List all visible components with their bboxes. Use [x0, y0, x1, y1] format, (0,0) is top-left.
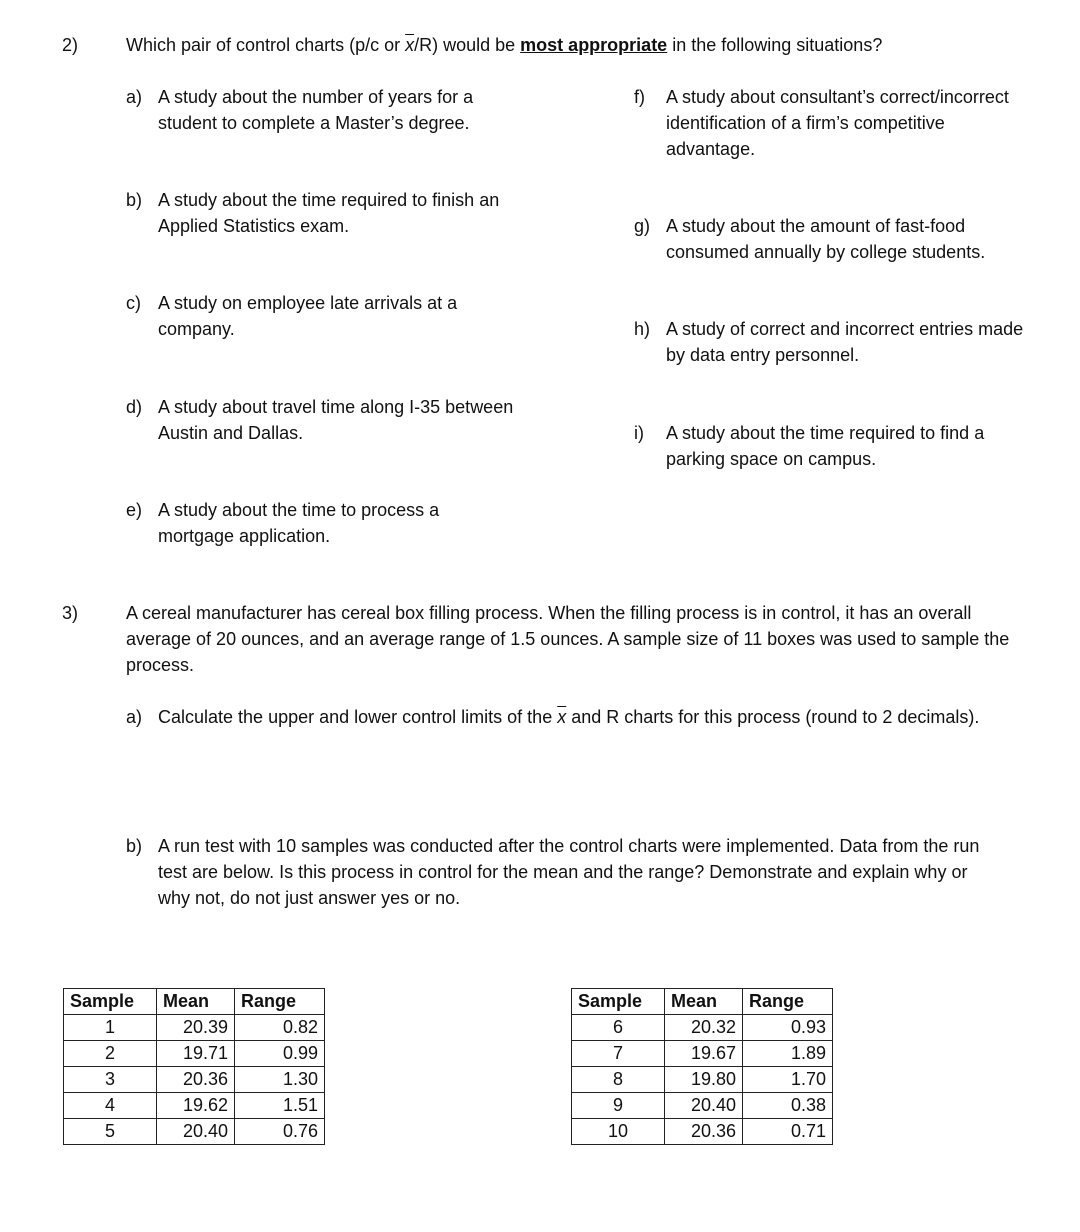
xbar-symbol: $\overline{x}$: [557, 707, 567, 727]
mean-cell: 20.39: [157, 1015, 235, 1041]
column-header: Sample: [572, 989, 665, 1015]
prompt-text-end: in the following situations?: [667, 35, 883, 55]
table-row: [64, 1015, 325, 1041]
item-label: b): [126, 836, 143, 856]
sample-cell: 5: [64, 1119, 157, 1145]
q2-item-g: [634, 213, 1024, 265]
sample-cell: 7: [572, 1041, 665, 1067]
question-2-prompt: [126, 32, 1026, 58]
range-cell: 1.30: [235, 1067, 325, 1093]
item-text: A study about the amount of fast-food consumed annually by college students.: [666, 216, 986, 262]
sample-cell: 8: [572, 1067, 665, 1093]
range-cell: 0.38: [743, 1093, 833, 1119]
item-label: b): [126, 190, 143, 210]
item-label: f): [634, 87, 645, 107]
table-row: [64, 1067, 325, 1093]
item-label: h): [634, 319, 651, 339]
sample-cell: 4: [64, 1093, 157, 1119]
question-2-number: 2): [62, 35, 79, 55]
item-text: A study about the time required to find a parking space on campus.: [666, 423, 985, 469]
column-header: Range: [235, 989, 325, 1015]
q3-part-b: [126, 833, 996, 911]
column-header: Mean: [157, 989, 235, 1015]
prompt-text-mid: /R) would be: [414, 35, 521, 55]
item-label: g): [634, 216, 651, 236]
q2-item-e: [126, 497, 516, 549]
range-cell: 0.82: [235, 1015, 325, 1041]
item-text: [158, 704, 986, 730]
mean-cell: 20.36: [665, 1119, 743, 1145]
column-header: Range: [743, 989, 833, 1015]
table-row: [572, 1093, 833, 1119]
table-row: [64, 1041, 325, 1067]
q2-item-c: [126, 290, 516, 342]
table-row: [572, 1041, 833, 1067]
table-row: [572, 1119, 833, 1145]
range-cell: 1.51: [235, 1093, 325, 1119]
part-a-text-start: Calculate the upper and lower control limits of the: [158, 707, 558, 727]
q2-item-f: [634, 84, 1014, 162]
item-label: e): [126, 500, 143, 520]
item-text: A study about the time required to finish an Applied Statistics exam.: [158, 190, 500, 236]
part-a-text-end: and R charts for this process (round to 2 decimals).: [566, 707, 980, 727]
q2-item-h: [634, 316, 1024, 368]
question-3-intro: A cereal manufacturer has cereal box filling process. When the filling process is in control, it has an overall average of 20 ounces, and an average range of 1.5 ounces. A sample size of 11 boxes was used to sample the process.: [126, 603, 1010, 675]
table-row: [572, 1015, 833, 1041]
table-header-row: [64, 989, 325, 1015]
q2-item-i: [634, 420, 1024, 472]
range-cell: 0.76: [235, 1119, 325, 1145]
sample-cell: 6: [572, 1015, 665, 1041]
mean-cell: 19.67: [665, 1041, 743, 1067]
q3-part-a: [126, 704, 986, 730]
item-text: A study about consultant’s correct/incorrect identification of a firm’s competitive advantage.: [666, 87, 1009, 159]
q2-item-b: [126, 187, 516, 239]
mean-cell: 19.62: [157, 1093, 235, 1119]
mean-cell: 20.40: [665, 1093, 743, 1119]
q2-item-d: [126, 394, 516, 446]
range-cell: 0.99: [235, 1041, 325, 1067]
prompt-emphasis: most appropriate: [520, 35, 668, 55]
item-label: i): [634, 423, 644, 443]
sample-cell: 9: [572, 1093, 665, 1119]
table-header-row: [572, 989, 833, 1015]
table-row: [572, 1067, 833, 1093]
range-cell: 0.71: [743, 1119, 833, 1145]
mean-cell: 20.32: [665, 1015, 743, 1041]
table-row: [64, 1119, 325, 1145]
run-test-table-2: [571, 988, 833, 1145]
mean-cell: 20.40: [157, 1119, 235, 1145]
column-header: Mean: [665, 989, 743, 1015]
mean-cell: 20.36: [157, 1067, 235, 1093]
mean-cell: 19.80: [665, 1067, 743, 1093]
range-cell: 1.89: [743, 1041, 833, 1067]
item-label: a): [126, 87, 143, 107]
item-label: a): [126, 707, 143, 727]
q2-item-a: [126, 84, 516, 136]
sample-cell: 10: [572, 1119, 665, 1145]
question-3-number: 3): [62, 603, 79, 623]
column-header: Sample: [64, 989, 157, 1015]
item-text: A study of correct and incorrect entries made by data entry personnel.: [666, 319, 1024, 365]
item-text: A study about travel time along I-35 between Austin and Dallas.: [158, 397, 514, 443]
range-cell: 0.93: [743, 1015, 833, 1041]
sample-cell: 3: [64, 1067, 157, 1093]
item-label: c): [126, 293, 141, 313]
item-label: d): [126, 397, 143, 417]
run-test-table-1: [63, 988, 325, 1145]
prompt-text-start: Which pair of control charts (p/c or: [126, 35, 406, 55]
xbar-symbol: $\overline{x}$: [405, 35, 415, 55]
range-cell: 1.70: [743, 1067, 833, 1093]
sample-cell: 2: [64, 1041, 157, 1067]
mean-cell: 19.71: [157, 1041, 235, 1067]
item-text: A run test with 10 samples was conducted after the control charts were implemented. Data from the run test are below. Is this process in control for the mean and the range? Demonstrate and explain why or why not, do not just answer yes or no.: [158, 836, 980, 908]
item-text: A study about the number of years for a student to complete a Master’s degree.: [158, 87, 474, 133]
sample-cell: 1: [64, 1015, 157, 1041]
item-text: A study on employee late arrivals at a company.: [158, 293, 458, 339]
item-text: A study about the time to process a mortgage application.: [158, 500, 440, 546]
table-row: [64, 1093, 325, 1119]
